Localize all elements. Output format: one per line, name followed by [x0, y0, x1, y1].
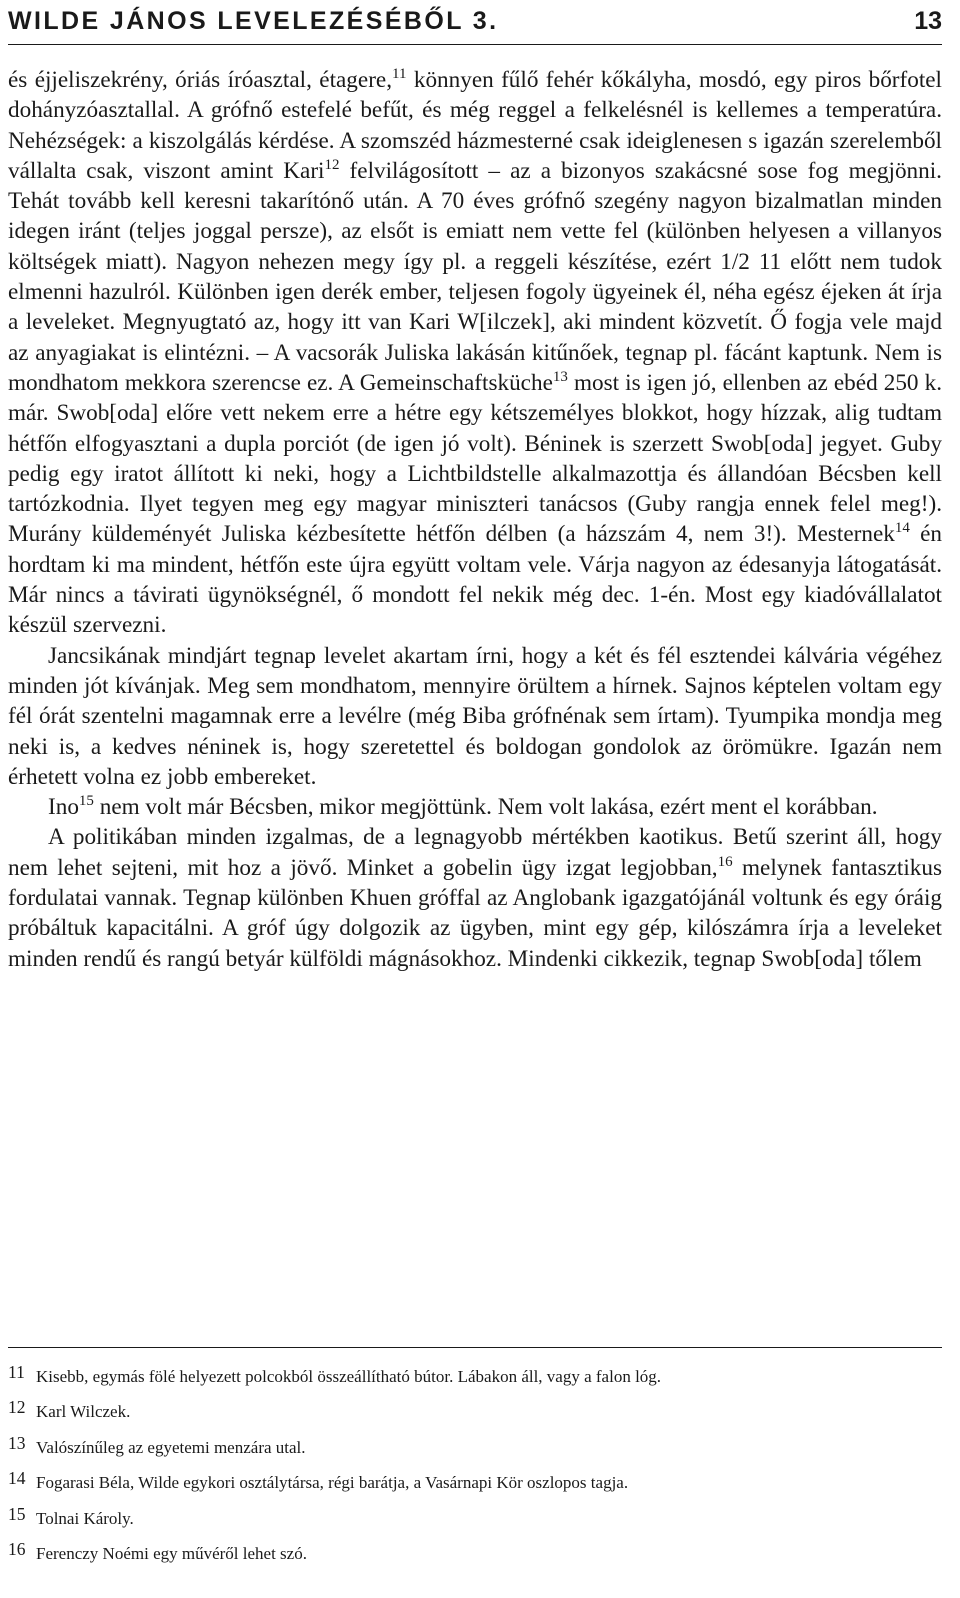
text-run: melynek fantasztikus fordulatai vannak. Tegnap különben Khuen gróffal az Anglobank igazgatójánál voltunk és egy óráig próbáltuk kapacitálni. A gróf úgy dolgozik az ügyben, mint egy gép, kilószámra írja a leveleket minden rendű és rangú betyár külföldi mágnásokhoz. Mindenki cikkezik, tegnap Swob[oda] tőlem — [8, 854, 942, 972]
footnote-reference — [718, 855, 733, 881]
footnote-text: Ferenczy Noémi egy művéről lehet szó. — [36, 1544, 307, 1564]
footnote-reference-number: 14 — [894, 520, 910, 537]
footnote — [8, 1463, 942, 1498]
footnote-number: 14 — [8, 1468, 26, 1489]
footnote-reference — [553, 370, 568, 396]
body-text — [8, 65, 942, 974]
text-run: és éjjeliszekrény, óriás íróasztal, étagere, — [8, 67, 393, 93]
footnote-text: Karl Wilczek. — [36, 1402, 131, 1422]
footnote-number: 13 — [8, 1432, 26, 1453]
footnote — [8, 1428, 942, 1463]
text-run: könnyen fűlő fehér kőkályha, mosdó, egy piros bőrfotel dohányzóasztallal. A grófnő estefelé befűt, és még reggel a felkelésnél is kellemes a temperatúra. Nehézségek: a kiszolgálás kérdése. A szomszéd házmesterné csak ideiglenesen s igazán szerelemből vállalta csak, viszont amint Kari — [8, 67, 942, 184]
footnote-text: Kisebb, egymás fölé helyezett polcokból összeállítható bútor. Lábakon áll, vagy a falon lóg. — [36, 1367, 662, 1386]
footnote — [8, 1534, 942, 1569]
paragraph — [8, 822, 942, 973]
footnote-reference — [79, 794, 94, 820]
text-run: A politikában minden izgalmas, de a legnagyobb mértékben kaotikus. Betű szerint áll, hogy nem lehet sejteni, mit hoz a jövő. Minket a gobelin ügy izgat legjobban, — [8, 824, 942, 881]
footnote-separator — [8, 1347, 942, 1348]
paragraph — [8, 641, 942, 792]
footnote-text: Fogarasi Béla, Wilde egykori osztálytársa, régi barátja, a Vasárnapi Kör oszlopos tagja. — [36, 1473, 629, 1493]
footnote-number: 11 — [8, 1362, 25, 1382]
footnote-number: 12 — [8, 1397, 26, 1418]
text-run: felvilágosított – az a bizonyos szakácsné sose fog megjönni. Tehát tovább kell keresni takarítónő után. A 70 éves grófnő szegény nagyon bizalmatlan minden idegen iránt (teljes joggal persze), az elsőt is emiatt nem vette fel (különben helyesen a villanyos költségek miatt). Nagyon nehezen megy így pl. a reggeli készítése, ezért 1/2 11 előtt nem tudok elmenni hazulról. Különben igen derék ember, teljesen fogoly ügyeinek él, néha egész éjeken át írja a leveleket. Megnyugtató az, hogy itt van Kari W[ilczek], aki mindent közvetít. Ő fogja vele majd az anyagiakat is elintézni. – A vacsorák Juliska lakásán kitűnőek, tegnap pl. fácánt kaptunk. Nem is mondhatom mekkora szerencse ez. A Gemeinschaftsküche — [8, 157, 942, 396]
running-header — [8, 0, 942, 45]
paragraph — [8, 792, 942, 822]
footnote-reference — [895, 521, 910, 547]
footnote-number: 15 — [8, 1503, 26, 1524]
footnote-reference-number: 15 — [78, 793, 94, 810]
footnote — [8, 1392, 942, 1427]
footnote-text: Tolnai Károly. — [36, 1508, 134, 1528]
text-run: én hordtam ki ma mindent, hétfőn este újra együtt voltam vele. Várja nagyon az édesanyja látogatását. Már nincs a távirati ügynökségnél, ő mondott fel nekik még dec. 1-én. Most egy kiadóvállalatot készül szervezni. — [8, 521, 942, 639]
page-number: 13 — [914, 7, 942, 35]
footnote-reference-number: 11 — [392, 66, 407, 82]
text-run: Ino — [48, 794, 79, 821]
footnote-reference-number: 13 — [552, 368, 568, 385]
text-run: Jancsikának mindjárt tegnap levelet akartam írni, hogy a két és fél esztendei kálvária végéhez minden jót kívánjak. Meg sem mondhatom, mennyire örültem a hírnek. Sajnos képtelen voltam egy fél órát szentelni magamnak erre a levélre (még Biba grófnénak sem írtam). Tyumpika mondja meg neki is, a kedves néninek is, hogy szeretettel és boldogan gondolok az örömükre. Igazán nem érhetett volna ez jobb embereket. — [8, 642, 942, 790]
footnote — [8, 1357, 942, 1392]
footnote-text: Valószínűleg az egyetemi menzára utal. — [36, 1437, 306, 1457]
footnote-reference — [324, 158, 339, 184]
footnotes — [8, 1357, 942, 1569]
running-title: WILDE JÁNOS LEVELEZÉSÉBŐL 3. — [8, 7, 499, 35]
footnote — [8, 1499, 942, 1534]
footnote-number: 16 — [8, 1539, 26, 1560]
footnote-reference-number: 16 — [717, 853, 733, 870]
footnote-reference — [392, 67, 406, 93]
footnote-reference-number: 12 — [324, 156, 340, 173]
text-run: nem volt már Bécsben, mikor megjöttünk. Nem volt lakása, ezért ment el korábban. — [93, 794, 878, 821]
paragraph — [8, 65, 942, 641]
text-run: most is igen jó, ellenben az ebéd 250 k. már. Swob[oda] előre vett nekem erre a hétre egy kétszemélyes blokkot, hogy hízzak, alig tudtam hétfőn elfogyasztani a dupla porciót (de igen jó volt). Béninek is szerzett Swob[oda] jegyet. Guby pedig egy iratot állított ki neki, hogy a Lichtbildstelle alkalmazottja és állandóan Bécsben kell tartózkodnia. Ilyet tegyen meg egy magyar miniszteri tanácsos (Guby rangja ennek felel meg!). Murány küldeményét Juliska kézbesítette hétfőn délben (a házszám 4, nem 3!). Mesternek — [8, 369, 942, 548]
